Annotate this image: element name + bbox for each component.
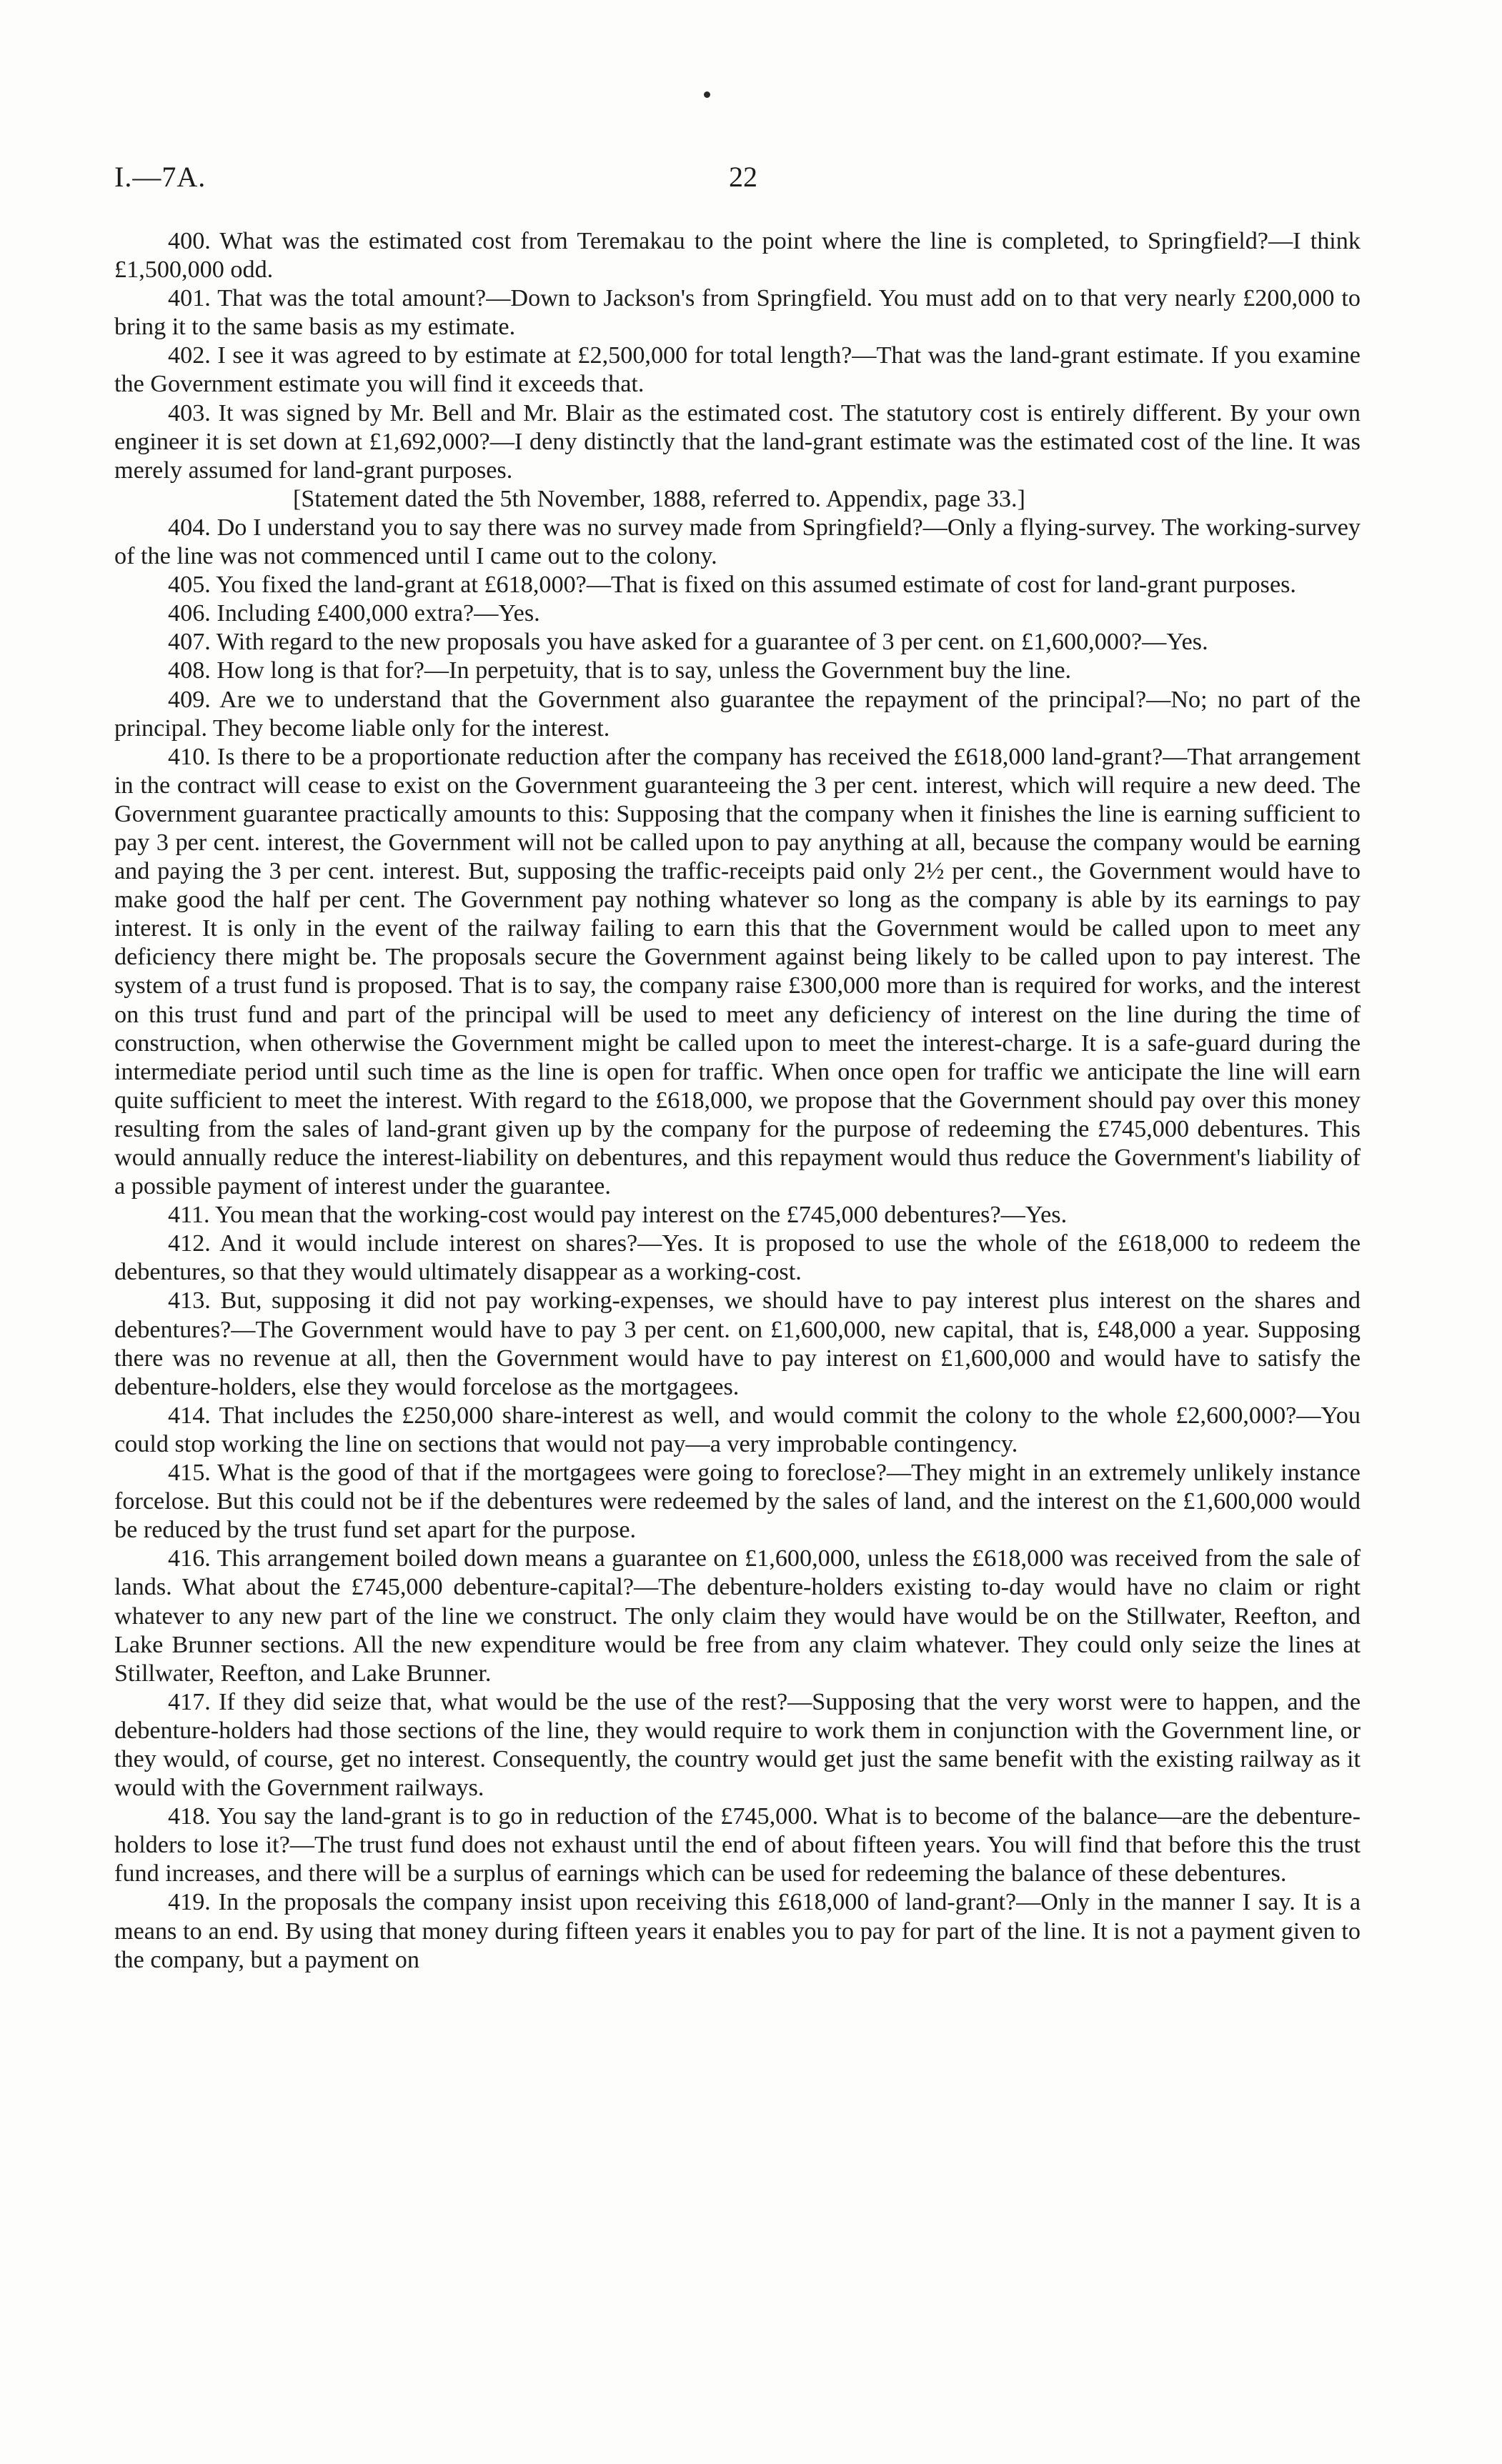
paragraph-408: 408. How long is that for?—In perpetuity, that is to say, unless the Government buy the line.: [168, 657, 1072, 684]
paragraph-403: 403. It was signed by Mr. Bell and Mr. Blair as the estimated cost. The statutory cost is entirely different. By your own engineer it is set down at £1,692,000?—I deny distinctly that the land-grant estimate was the estimated cost of the line. It was merely assumed for land-grant purposes.: [114, 399, 1361, 484]
paragraph-406: 406. Including £400,000 extra?—Yes.: [168, 600, 540, 627]
paragraph-402: 402. I see it was agreed to by estimate at £2,500,000 for total length?—That was the land-grant estimate. If you examine the Government estimate you will find it exceeds that.: [114, 342, 1361, 398]
paragraph-407: 407. With regard to the new proposals you have asked for a guarantee of 3 per cent. on £1,600,000?—Yes.: [168, 629, 1208, 656]
paragraph-419: 419. In the proposals the company insist upon receiving this £618,000 of land-grant?—Only in the manner I say. It is a means to an end. By using that money during fifteen years it enables you to pay for part of the line. It is not a payment given to the company, but a payment on: [114, 1889, 1361, 1973]
page-mark-dot: [704, 91, 710, 98]
page-body: [114, 227, 1361, 1975]
paragraph-418: 418. You say the land-grant is to go in reduction of the £745,000. What is to become of the balance—are the debenture-holders to lose it?—The trust fund does not exhaust until the end of about fifteen years. You will find that before this the trust fund increases, and there will be a surplus of earnings which can be used for redeeming the balance of these debentures.: [114, 1803, 1361, 1887]
paragraph-405: 405. You fixed the land-grant at £618,000?—That is fixed on this assumed estimate of cost for land-grant purposes.: [168, 572, 1296, 599]
paragraph-416: 416. This arrangement boiled down means a guarantee on £1,600,000, unless the £618,000 was received from the sale of lands. What about the £745,000 debenture-capital?—The debenture-holders existing to-day would have no claim or right whatever to any new part of the line we construct. The only claim they would have would be on the Stillwater, Reefton, and Lake Brunner sections. All the new expenditure would be free from any claim whatever. They could only seize the lines at Stillwater, Reefton, and Lake Brunner.: [114, 1545, 1361, 1687]
page-number: 22: [729, 161, 757, 193]
paragraph-413: 413. But, supposing it did not pay working-expenses, we should have to pay interest plus interest on the shares and debentures?—The Government would have to pay 3 per cent. on £1,600,000, new capital, that is, £48,000 a year. Supposing there was no revenue at all, then the Government would have to pay interest on £1,600,000 and would have to satisfy the debenture-holders, else they would forcelose as the mortgagees.: [114, 1287, 1361, 1400]
paragraph-411: 411. You mean that the working-cost would pay interest on the £745,000 debentures?—Yes.: [168, 1202, 1068, 1229]
paragraph-412: 412. And it would include interest on shares?—Yes. It is proposed to use the whole of the £618,000 to redeem the debentures, so that they would ultimately disappear as a working-cost.: [114, 1230, 1361, 1286]
paragraph-409: 409. Are we to understand that the Government also guarantee the repayment of the principal?—No; no part of the principal. They become liable only for the interest.: [114, 686, 1361, 742]
paragraph-410: 410. Is there to be a proportionate reduction after the company has received the £618,000 land-grant?—That arrangement in the contract will cease to exist on the Government guaranteeing the 3 per cent. interest, which will require a new deed. The Government guarantee practically amounts to this: Supposing that the company when it finishes the line is earning sufficient to pay 3 per cent. interest, the Government will not be called upon to pay anything at all, because the company would be earning and paying the 3 per cent. interest. But, supposing the traffic-receipts paid only 2½ per cent., the Government would have to make good the half per cent. The Government pay nothing whatever so long as the company is able by its earnings to pay interest. It is only in the event of the railway failing to earn this that the Government would be called upon to meet any deficiency there might be. The proposals secure the Government against being likely to be called upon to pay interest. The system of a trust fund is proposed. That is to say, the company raise £300,000 more than is required for works, and the interest on this trust fund and part of the principal will be used to meet any deficiency of interest on the line during the time of construction, when otherwise the Government might be called upon to meet the interest-charge. It is a safe-guard during the intermediate period until such time as the line is open for traffic. When once open for traffic we anticipate the line will earn quite sufficient to meet the interest. With regard to the £618,000, we propose that the Government should pay over this money resulting from the sales of land-grant given up by the company for the purpose of redeeming the £745,000 debentures. This would annually reduce the interest-liability on debentures, and this repayment would thus reduce the Government's liability of a possible payment of interest under the guarantee.: [114, 743, 1361, 1200]
page-header: [114, 156, 1386, 199]
paragraph-414: 414. That includes the £250,000 share-interest as well, and would commit the colony to the whole £2,600,000?—You could stop working the line on sections that would not pay—a very improbable contingency.: [114, 1402, 1361, 1457]
paragraph-404: 404. Do I understand you to say there was no survey made from Springfield?—Only a flying-survey. The working-survey of the line was not commenced until I came out to the colony.: [114, 514, 1361, 570]
paragraph-401: 401. That was the total amount?—Down to Jackson's from Springfield. You must add on to that very nearly £200,000 to bring it to the same basis as my estimate.: [114, 285, 1361, 341]
paragraph-400: 400. What was the estimated cost from Teremakau to the point where the line is completed, to Springfield?—I think £1,500,000 odd.: [114, 228, 1361, 284]
paragraph-417: 417. If they did seize that, what would be the use of the rest?—Supposing that the very worst were to happen, and the debenture-holders had those sections of the line, they would require to work them in conjunction with the Government line, or they would, of course, get no interest. Consequently, the country would get just the same benefit with the existing railway as it would with the Government railways.: [114, 1688, 1361, 1802]
document-reference: I.—7A.: [114, 161, 207, 193]
paragraph-415: 415. What is the good of that if the mortgagees were going to foreclose?—They might in an extremely unlikely instance forcelose. But this could not be if the debentures were redeemed by the sales of land, and the interest on the £1,600,000 would be reduced by the trust fund set apart for the purpose.: [114, 1460, 1361, 1544]
appendix-note: [Statement dated the 5th November, 1888, referred to. Appendix, page 33.]: [293, 485, 1025, 512]
